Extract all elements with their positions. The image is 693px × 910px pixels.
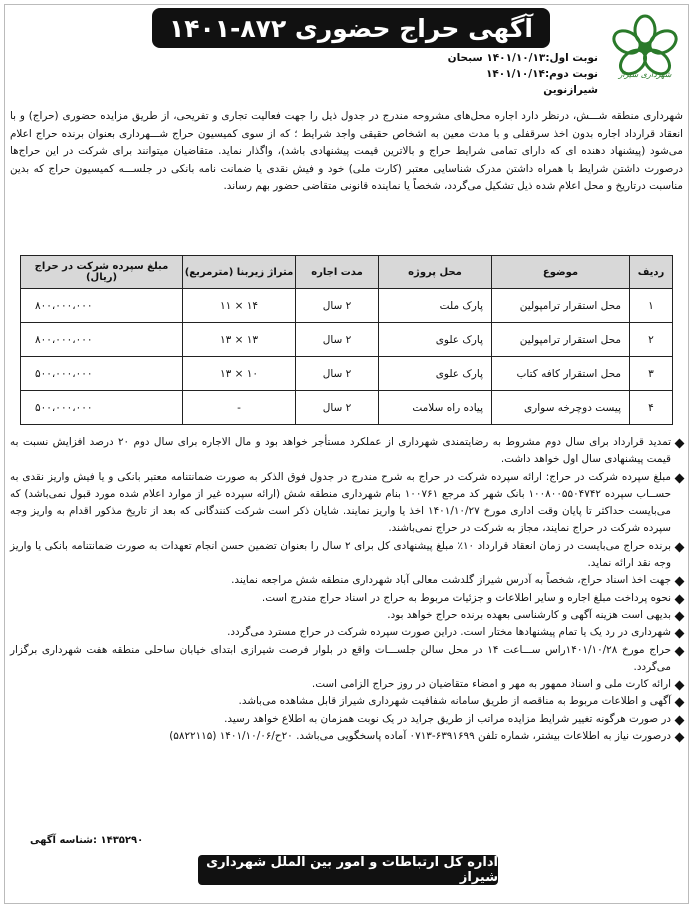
cell-area: ۱۴ × ۱۱ — [183, 289, 296, 323]
cell-location: پیاده راه سلامت — [379, 391, 492, 425]
table-row — [21, 289, 673, 323]
cell-subject: محل استقرار ترامپولین — [492, 289, 630, 323]
list-item — [10, 693, 683, 710]
list-item — [10, 469, 683, 538]
cell-area: - — [183, 391, 296, 425]
bullet-icon — [675, 473, 685, 483]
table-row — [21, 323, 673, 357]
cell-row-number: ۴ — [630, 391, 673, 425]
auction-lots-table — [20, 255, 673, 425]
list-item — [10, 624, 683, 641]
cell-duration: ۲ سال — [296, 289, 379, 323]
cell-location: پارک ملت — [379, 289, 492, 323]
table-row — [21, 357, 673, 391]
cell-duration: ۲ سال — [296, 323, 379, 357]
cell-subject: محل استقرار کافه کتاب — [492, 357, 630, 391]
cell-deposit: ۵۰۰،۰۰۰،۰۰۰ — [21, 391, 183, 425]
col-deposit: مبلغ سپرده شرکت در حراج (ریال) — [21, 256, 183, 289]
col-subject: موضوع — [492, 256, 630, 289]
condition-text: بدیهی است هزینه آگهی و کارشناسی بعهده برنده حراج خواهد بود. — [387, 608, 671, 621]
cell-row-number: ۱ — [630, 289, 673, 323]
condition-text: درصورت نیاز به اطلاعات بیشتر، شماره تلفن ۶۳۹۱۶۹۹-۰۷۱۳ آماده پاسخگویی می‌باشد. ۲۰ح/۱۴۰۱/۱۰/۰۶ (۵۸۲۲۱۱۵) — [169, 730, 671, 743]
logo-caption: شهرداری شیراز — [618, 70, 672, 79]
list-item — [10, 590, 683, 607]
bullet-icon — [675, 715, 685, 725]
cell-deposit: ۸۰۰،۰۰۰،۰۰۰ — [21, 323, 183, 357]
list-item — [10, 676, 683, 693]
condition-text: ارائه کارت ملی و اسناد ممهور به مهر و امضاء متقاضیان در روز حراج الزامی است. — [311, 678, 671, 691]
bullet-icon — [675, 681, 685, 691]
col-area: متراژ زیربنا (مترمربع) — [183, 256, 296, 289]
cell-duration: ۲ سال — [296, 391, 379, 425]
condition-text: برنده حراج می‌بایست در زمان انعقاد قرارداد ۱۰٪ مبلغ پیشنهادی کل برای ۲ سال را بعنوان تضمین حسن انجام تعهدات به صورت ضمانتنامه بانکی یا واریز وجه نقد ارائه نماید. — [10, 539, 672, 570]
publication-dates — [428, 50, 598, 98]
list-item — [10, 642, 683, 677]
cell-subject: محل استقرار ترامپولین — [492, 323, 630, 357]
condition-text: در صورت هرگونه تغییر شرایط مزایده مراتب از طریق جراید در یک نوبت همزمان به اطلاع خواهد رسید. — [224, 712, 671, 725]
cell-subject: پیست دوچرخه سواری — [492, 391, 630, 425]
list-item — [10, 728, 683, 745]
intro-paragraph: شهرداری منطقه شـــش، درنظر دارد اجاره محل‌های مشروحه مندرج در جدول ذیل را جهت فعالیت تجاری و تفریحی، از طریق مزایده حضوری (حراج) و با انعقاد قرارداد اجاره بدون اخذ سرقفلی و با مدت معین به اشخاص حقیقی واجد شرایط ؛ که از سوی کمیسیون حراج شـــهرداری بعنوان برنده حراج اعلام می‌شود (پیشنهاد دهنده ای که دارای تمامی شرایط حراج و بالاترین قیمت پیشنهادی باشد)، واگذار نماید. متقاضیان میتوانند برای شرکت در این حراج‌ها درصورت داشتن شرایط با همراه داشتن مدرک شناسایی معتبر (کارت ملی) خود و فیش نقدی یا ضمانت نامه بانکی در جلســـه کمیسیون حراج که بدین مناسبت درتاریخ و محل اعلام شده ذیل تشکیل می‌گردد، شخصاً یا نماینده قانونی متقاضی حضور بهم رساند. — [10, 110, 683, 193]
second-notice-date: نوبت دوم:۱۴۰۱/۱۰/۱۴ شیرازنوین — [485, 68, 598, 96]
col-project-location: محل پروژه — [379, 256, 492, 289]
cell-deposit: ۵۰۰،۰۰۰،۰۰۰ — [21, 357, 183, 391]
notice-title: آگهی حراج حضوری ۸۷۲-۱۴۰۱ — [152, 8, 550, 48]
col-lease-duration: مدت اجاره — [296, 256, 379, 289]
list-item — [10, 572, 683, 589]
bullet-icon — [675, 698, 685, 708]
bullet-icon — [675, 612, 685, 622]
publisher-footer: اداره کل ارتباطات و امور بین الملل شهرداری شیراز — [198, 855, 498, 885]
bullet-icon — [675, 629, 685, 639]
bullet-icon — [675, 646, 685, 656]
bullet-icon — [675, 439, 685, 449]
cell-row-number: ۳ — [630, 357, 673, 391]
cell-deposit: ۸۰۰،۰۰۰،۰۰۰ — [21, 289, 183, 323]
bullet-icon — [675, 733, 685, 743]
first-notice-date: نوبت اول:۱۴۰۱/۱۰/۱۳ سبحان — [447, 52, 598, 64]
condition-text: حراج مورخ ۱۴۰۱/۱۰/۲۸راس ســـاعت ۱۴ در محل سالن جلســـات واقع در بلوار فرصت شیرازی ابتدای خیابان ساحلی منطقه هفت شهرداری برگزار می‌گردد. — [10, 643, 671, 673]
bullet-icon — [675, 594, 685, 604]
list-item — [10, 434, 683, 469]
list-item — [10, 711, 683, 728]
cell-location: پارک علوی — [379, 357, 492, 391]
condition-text: آگهی و اطلاعات مربوط به مناقصه از طریق سامانه شفافیت شهرداری شیراز قابل مشاهده می‌باشد. — [238, 695, 671, 708]
cell-location: پارک علوی — [379, 323, 492, 357]
cell-duration: ۲ سال — [296, 357, 379, 391]
condition-text: جهت اخذ اسناد حراج، شخصاً به آدرس شیراز گلدشت معالی آباد شهرداری منطقه شش مراجعه نمایند. — [231, 574, 671, 587]
cell-area: ۱۰ × ۱۳ — [183, 357, 296, 391]
cell-area: ۱۳ × ۱۳ — [183, 323, 296, 357]
table-row — [21, 391, 673, 425]
condition-text: نحوه پرداخت مبلغ اجاره و سایر اطلاعات و جزئیات مربوط به حراج در اسناد حراج مندرج است. — [261, 591, 671, 604]
list-item — [10, 538, 683, 573]
condition-text: شهرداری در رد یک یا تمام پیشنهادها مختار است. دراین صورت سپرده شرکت در حراج مسترد می‌گردد. — [227, 626, 671, 639]
col-row-number: ردیف — [630, 256, 673, 289]
bullet-icon — [675, 577, 685, 587]
condition-text: مبلغ سپرده شرکت در حراج: ارائه سپرده شرکت در حراج به شرح مندرج در جدول فوق الذکر به صورت ضمانتنامه معتبر بانکی و یا فیش واریز نقدی به حســاب سپرده ۱۰۰۸۰۰۵۵۰۴۷۴۲ بانک شهر کد مرجع ۱۰۰۷۶۱ بنام شهرداری منطقه شش (ارائه سپرده غیر از موارد اعلام شده مورد قبول نمی‌باشد) که می‌بایست حداکثر تا پایان وقت اداری مورخ ۱۴۰۱/۱۰/۲۷ اخذ یا واریز نمایند. شایان ذکر است شرکت کنندگانی که بعد از تاریخ مذکور اقدام به واریز وجه سپرده شرکت در حراج نمایند، مجاز به شرکت در حراج نمی‌باشند. — [10, 470, 672, 535]
table-header-row — [21, 256, 673, 289]
bullet-icon — [675, 542, 685, 552]
condition-text: تمدید قرارداد برای سال دوم مشروط به رضایتمندی شهرداری از عملکرد مستأجر خواهد بود و مال الاجاره برای سال دوم ۲۰ درصد افزایش نسبت به قیمت پیشنهادی سال اول خواهد داشت. — [10, 436, 671, 466]
cell-row-number: ۲ — [630, 323, 673, 357]
conditions-list — [10, 434, 683, 745]
ad-id: ۱۴۳۵۲۹۰ :شناسه آگهی — [30, 835, 144, 846]
list-item — [10, 607, 683, 624]
